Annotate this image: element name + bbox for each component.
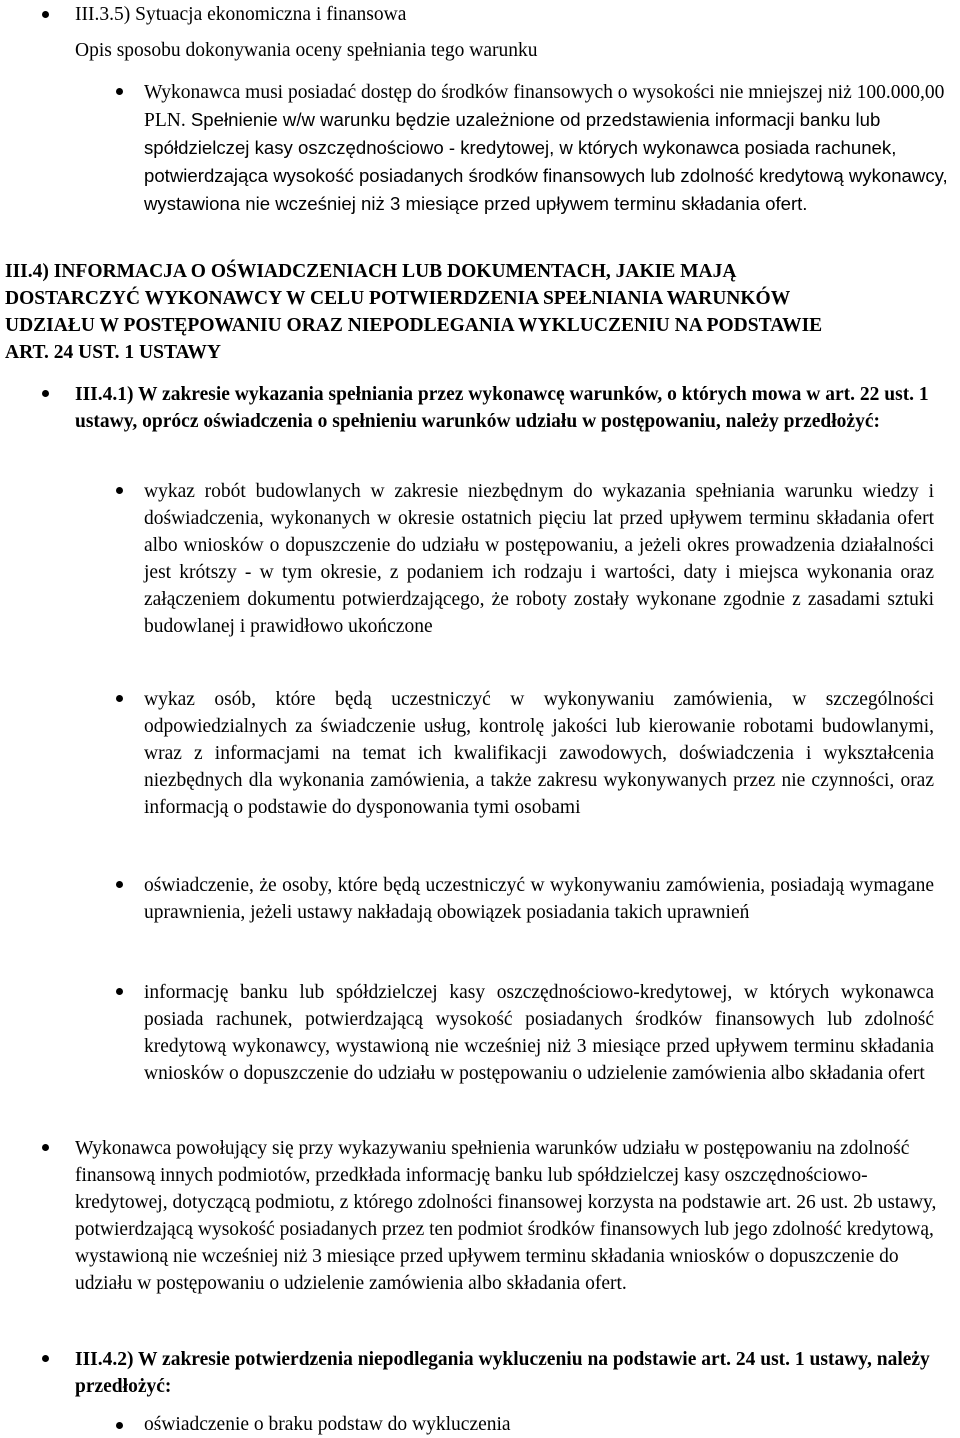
bullet-dot xyxy=(116,88,123,95)
bullet-dot xyxy=(116,1422,123,1429)
bullet-dot xyxy=(42,1144,49,1151)
list-item-brak-podstaw: oświadczenie o braku podstaw do wykluczenia xyxy=(144,1414,511,1435)
financial-requirement-part1: Wykonawca musi posiadać dostęp do środków finansowych o wysokości nie mniejszej niż 100.000,00 PLN. xyxy=(144,82,945,131)
bullet-dot xyxy=(42,390,49,397)
paragraph-zdolnosc-innych-podmiotow: Wykonawca powołujący się przy wykazywaniu spełnienia warunków udziału w postępowaniu na zdolność finansową innych podmiotów, przedkłada informację banku lub spółdzielczej kasy oszczędnościowo-kredytowej, dotyczącą podmiotu, z którego zdolności finansowej korzysta na podstawie art. 26 ust. 2b ustawy, potwierdzającą wysokość posiadanych przez ten podmiot środków finansowych lub jego zdolność kredytową, wystawioną nie wcześniej niż 3 miesiące przed upływem terminu składania wniosków o dopuszczenie do udziału w postępowaniu o udzielenie zamówienia albo składania ofert. xyxy=(75,1138,937,1294)
bullet-dot xyxy=(116,695,123,702)
bullet-dot xyxy=(116,988,123,995)
bullet-dot xyxy=(116,487,123,494)
section-heading-iii-3-5: III.3.5) Sytuacja ekonomiczna i finansowa xyxy=(75,4,407,25)
section-heading-iii-4-2: III.4.2) W zakresie potwierdzenia niepodlegania wykluczeniu na podstawie art. 24 ust. 1 ustawy, należy przedłożyć: xyxy=(75,1349,930,1397)
section-heading-iii-4-1: III.4.1) W zakresie wykazania spełniania przez wykonawcę warunków, o których mowa w art. 22 ust. 1 ustawy, oprócz oświadczenia o spełnieniu warunków udziału w postępowaniu, należy przedłożyć: xyxy=(75,384,929,432)
list-item-informacja-banku: informację banku lub spółdzielczej kasy oszczędnościowo-kredytowej, w których wykonawca posiada rachunek, potwierdzającą wysokość posiadanych środków finansowych lub zdolność kredytową wykonawcy, wystawioną nie wcześniej niż 3 miesiące przed upływem terminu składania wniosków o dopuszczenie do udziału w postępowaniu o udzielenie zamówienia albo składania ofert xyxy=(144,982,934,1084)
list-item-oswiadczenie-uprawnienia: oświadczenie, że osoby, które będą uczestniczyć w wykonywaniu zamówienia, posiadają wymagane uprawnienia, jeżeli ustawy nakładają obowiązek posiadania takich uprawnień xyxy=(144,875,934,923)
financial-requirement-part2: Spełnienie w/w warunku będzie uzależnione od przedstawienia informacji banku lub spółdzielczej kasy oszczędnościowo - kredytowej, w których wykonawca posiada rachunek, potwierdzająca wysokość posiadanych środków finansowych lub zdolność kredytową wykonawcy, wystawiona nie wcześniej niż 3 miesiące przed upływem terminu składania ofert. xyxy=(144,109,948,214)
bullet-dot xyxy=(42,1355,49,1362)
section-subheading: Opis sposobu dokonywania oceny spełniania tego warunku xyxy=(75,40,538,61)
bullet-dot xyxy=(116,881,123,888)
list-item-wykaz-robot: wykaz robót budowlanych w zakresie niezbędnym do wykazania spełniania warunku wiedzy i doświadczenia, wykonanych w okresie ostatnich pięciu lat przed upływem terminu składania ofert albo wniosków o dopuszczenie do udziału w postępowaniu, a jeżeli okres prowadzenia działalności jest krótszy - w tym okresie, z podaniem ich rodzaju i wartości, daty i miejsca wykonania oraz załączeniem dokumentu potwierdzającego, że roboty zostały wykonane zgodnie z zasadami sztuki budowlanej i prawidłowo ukończone xyxy=(144,481,934,637)
financial-requirement-text xyxy=(144,79,956,218)
bullet-dot xyxy=(42,11,49,18)
list-item-wykaz-osob: wykaz osób, które będą uczestniczyć w wykonywaniu zamówienia, w szczególności odpowiedzialnych za świadczenie usług, kontrolę jakości lub kierowanie robotami budowlanymi, wraz z informacjami na temat ich kwalifikacji zawodowych, doświadczenia i wykształcenia niezbędnych dla wykonania zamówienia, a także zakresu wykonywanych przez nie czynności, oraz informacją o podstawie do dysponowania tymi osobami xyxy=(144,689,934,818)
section-heading-iii-4: III.4) INFORMACJA O OŚWIADCZENIACH LUB DOKUMENTACH, JAKIE MAJĄ DOSTARCZYĆ WYKONAWCY W CELU POTWIERDZENIA SPEŁNIANIA WARUNKÓW UDZIAŁU W POSTĘPOWANIU ORAZ NIEPODLEGANIA WYKLUCZENIU NA PODSTAWIE ART. 24 UST. 1 USTAWY xyxy=(5,261,823,363)
